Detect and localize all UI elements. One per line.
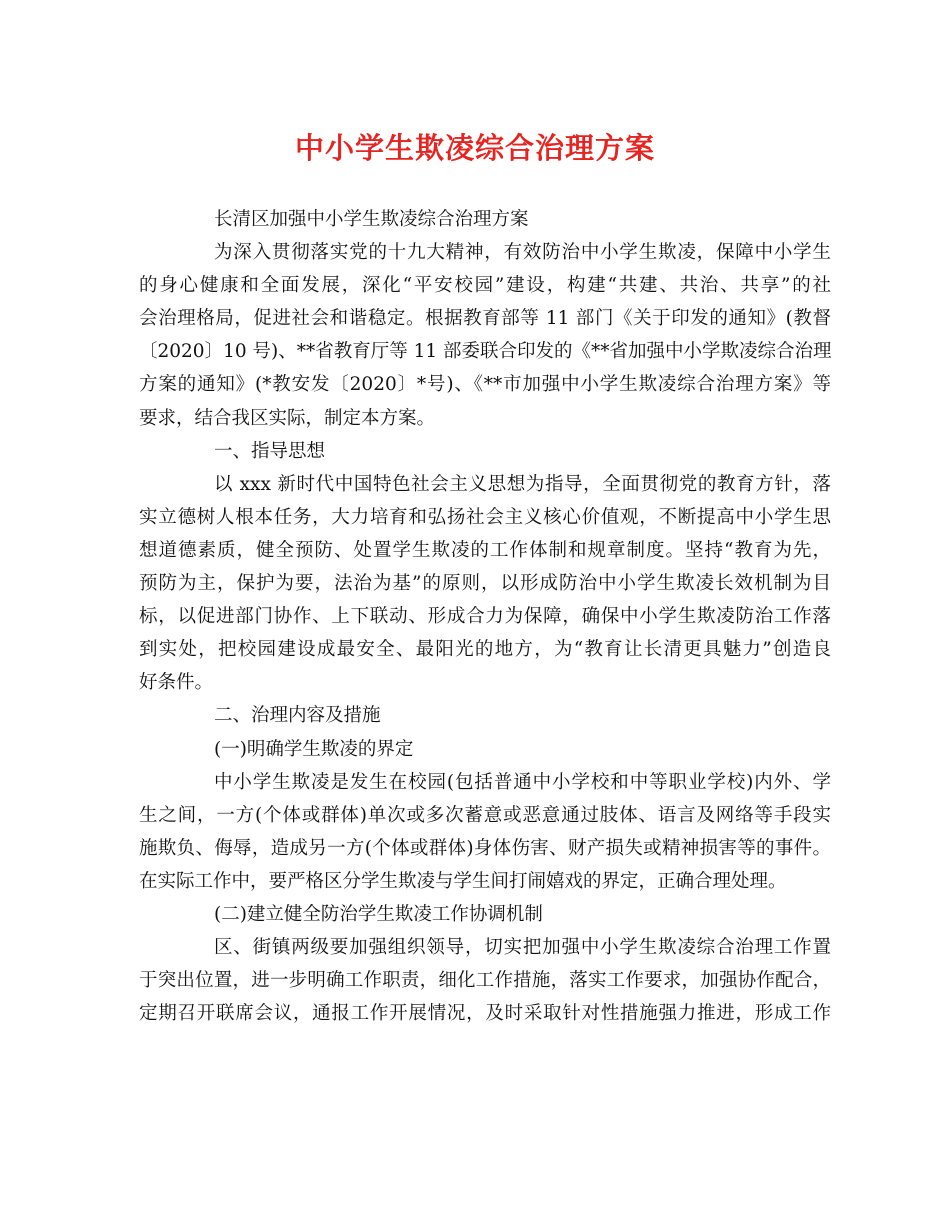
body-line: 生之间，一方(个体或群体)单次或多次蓄意或恶意通过肢体、语言及网络等手段实 <box>139 804 831 826</box>
body-line: 会治理格局，促进社会和谐稳定。根据教育部等 11 部门《关于印发的通知》(教督 <box>139 308 831 330</box>
body-line: 定期召开联席会议，通报工作开展情况，及时采取针对性措施强力推进，形成工作 <box>139 1003 831 1025</box>
body-line: 预防为主，保护为要，法治为基”的原则，以形成防治中小学生欺凌长效机制为目 <box>139 573 831 595</box>
body-line: 的身心健康和全面发展，深化“平安校园”建设，构建“共建、共治、共享”的社 <box>139 275 831 297</box>
body-line: 施欺负、侮辱，造成另一方(个体或群体)身体伤害、财产损失或精神损害等的事件。 <box>139 837 831 859</box>
body-line: 二、治理内容及措施 <box>214 705 381 727</box>
document-body <box>139 203 831 1030</box>
document-title: 中小学生欺凌综合治理方案 <box>294 131 655 165</box>
body-line: 长清区加强中小学生欺凌综合治理方案 <box>214 209 529 230</box>
body-line: 方案的通知》(*教安发〔2020〕*号)、《**市加强中小学生欺凌综合治理方案》等 <box>139 374 831 396</box>
body-line: 区、街镇两级要加强组织领导，切实把加强中小学生欺凌综合治理工作置 <box>214 937 831 959</box>
body-line: 好条件。 <box>139 672 214 694</box>
body-line: 标，以促进部门协作、上下联动、形成合力为保障，确保中小学生欺凌防治工作落 <box>139 606 831 628</box>
body-line: 要求，结合我区实际，制定本方案。 <box>139 407 436 429</box>
body-line: 一、指导思想 <box>214 440 326 462</box>
body-line: 以 xxx 新时代中国特色社会主义思想为指导，全面贯彻党的教育方针，落 <box>214 473 831 495</box>
body-line: (二)建立健全防治学生欺凌工作协调机制 <box>214 903 543 925</box>
body-line: (一)明确学生欺凌的界定 <box>214 738 414 760</box>
body-line: 〔2020〕10 号)、**省教育厅等 11 部委联合印发的《**省加强中小学欺凌综合治理 <box>139 341 832 363</box>
body-line: 实立德树人根本任务，大力培育和弘扬社会主义核心价值观，不断提高中小学生思 <box>139 506 831 528</box>
body-line: 想道德素质，健全预防、处置学生欺凌的工作体制和规章制度。坚持“教育为先， <box>139 539 831 561</box>
body-line: 到实处，把校园建设成最安全、最阳光的地方，为“教育让长清更具魅力”创造良 <box>139 639 831 661</box>
body-line: 在实际工作中，要严格区分学生欺凌与学生间打闹嬉戏的界定，正确合理处理。 <box>139 870 787 892</box>
body-line: 于突出位置，进一步明确工作职责，细化工作措施，落实工作要求，加强协作配合， <box>139 970 831 992</box>
body-line: 中小学生欺凌是发生在校园(包括普通中小学校和中等职业学校)内外、学 <box>214 771 831 793</box>
body-line: 为深入贯彻落实党的十九大精神，有效防治中小学生欺凌，保障中小学生 <box>214 242 831 264</box>
